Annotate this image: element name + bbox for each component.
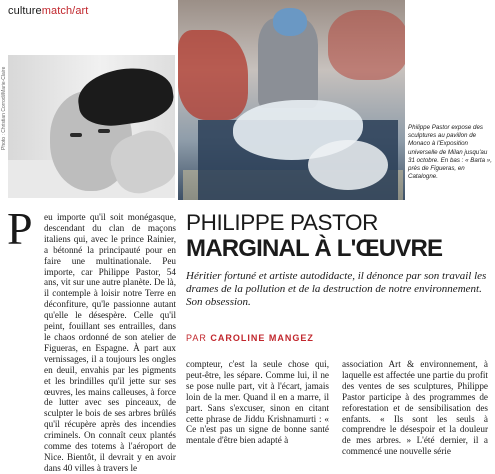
photo-caption: Philippe Pastor expose des sculptures au pavillon de Monaco à l'Exposition universelle de Milan jusqu'au 31 octobre. En bas : « Barta », près de Figueras, en Catalogne.: [408, 124, 492, 181]
article-column-3: [342, 359, 488, 457]
headline-name: PHILIPPE PASTOR: [186, 210, 378, 235]
article-lede: Héritier fortuné et artiste autodidacte, il dénonce par son travail les drames de la pollution et de la destruction de notre environnement. Son obsession.: [186, 270, 487, 308]
section-label-match-art: match/art: [41, 5, 89, 17]
article-column-1: [44, 212, 176, 474]
photo-credit: Photo : Christian Corrodi/Marie-Claire: [1, 66, 7, 150]
drop-cap: P: [7, 203, 33, 254]
body-text-col1: eu importe qu'il soit monégasque, descendant du clan de maçons italiens qui, avec le prince Rainier, a bétonné la principauté pour en faire une multinationale. Peu importe, car Philippe Pastor, 54 ans, vit sur une autre planète. De là, il contemple à loisir notre Terre en déconfiture, qu'le passionne autant qu'elle le désespère. Celle qu'il peint, fouillant ses entrailles, dans le chaos ordonné de son atelier de Figueras, en Espagne. À part aux vernissages, il a toujours les ongles en deuil, envahis par les pigments et les brindilles qu'il jette sur ses œuvres, les mains calleuses, à force de lutter avec ses pinceaux, de sculpter le bois de ses arbres brûlés qu'il récupère après des incendies criminels. On connaît ceux plantés comme des totems à l'aéroport de Nice. Bientôt, il devrait y en avoir dans 40 villes à travers le: [44, 212, 176, 473]
section-label-culture: culture: [8, 5, 42, 17]
body-text-col2: compteur, c'est la seule chose qui, peut-être, les sépare. Comme lui, il ne se pose nulle part, vit à l'écart, jamais loin de la mer. Quand il en a marre, il part. Sans s'excuser, sinon en citant cette phrase de Jiddu Krishnamurti : « Ce n'est pas un signe de bonne santé mentale d'être bien adapté à: [186, 359, 329, 446]
byline: [186, 333, 314, 343]
artist-painting-photo: [178, 0, 405, 200]
article-column-2: [186, 359, 329, 446]
section-header: [8, 5, 88, 17]
body-text-col3: association Art & environnement, à laquelle est affectée une partie du profit des ventes de ses sculptures, Philippe Pastor participe à des programmes de reforestation et de sensibilisation des enfants. « Ils sont les seuls à comprendre le désespoir et la douleur de mes arbres. » L'été dernier, il a commencé une nouvelle série: [342, 359, 488, 457]
byline-author: CAROLINE MANGEZ: [210, 333, 314, 343]
artist-portrait-photo: [8, 55, 175, 198]
byline-prefix: PAR: [186, 333, 211, 343]
headline-subject: MARGINAL À L'ŒUVRE: [186, 235, 443, 262]
